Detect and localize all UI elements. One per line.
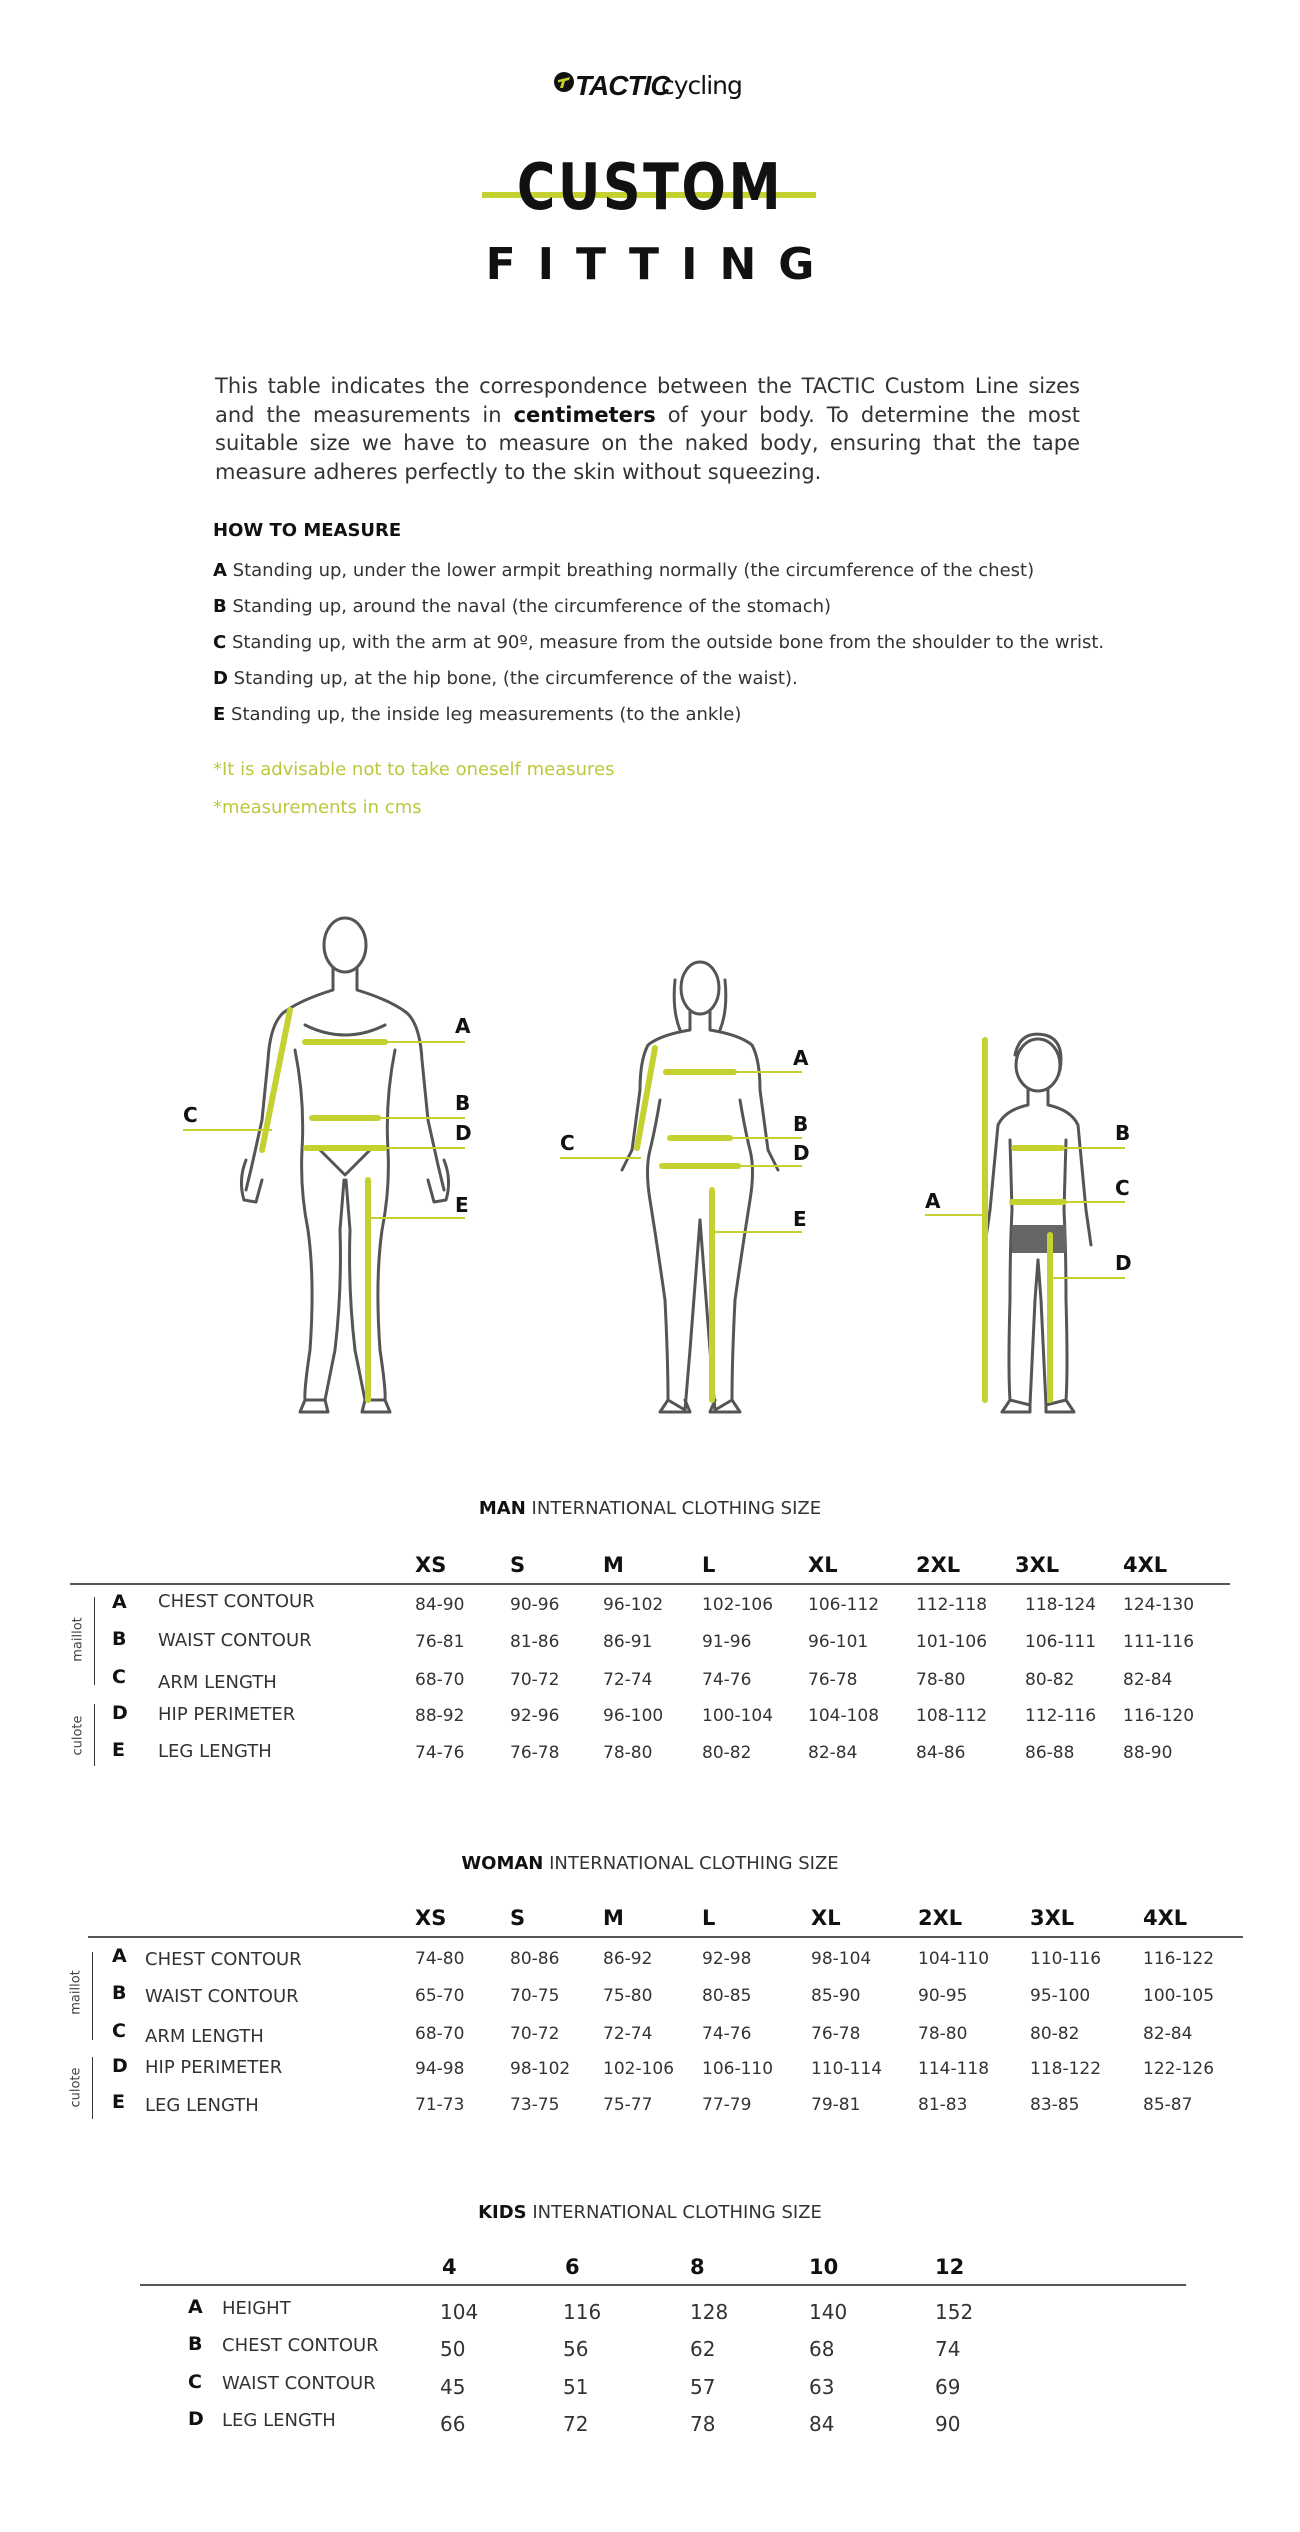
step-item bbox=[213, 589, 1113, 625]
table-cell: 81-86 bbox=[510, 1632, 560, 1652]
row-label: CHEST CONTOUR bbox=[222, 2335, 379, 2356]
table-cell: 72-74 bbox=[603, 1670, 653, 1690]
body-figures bbox=[0, 880, 1300, 1440]
row-letter: C bbox=[188, 2371, 202, 2393]
step-text: Standing up, around the naval (the circumference of the stomach) bbox=[226, 596, 832, 617]
header-rule bbox=[88, 1936, 1243, 1938]
table-cell: 100-104 bbox=[702, 1706, 774, 1726]
kid-label-d: D bbox=[1115, 1251, 1132, 1275]
table-cell: 100-105 bbox=[1143, 1986, 1215, 2006]
size-header: 4XL bbox=[1143, 1906, 1188, 1930]
step-item bbox=[213, 661, 1113, 697]
table-cell: 68-70 bbox=[415, 2024, 465, 2044]
woman-label-c: C bbox=[560, 1131, 575, 1155]
table-cell: 72-74 bbox=[603, 2024, 653, 2044]
how-to-steps bbox=[213, 553, 1113, 733]
table-cell: 78-80 bbox=[916, 1670, 966, 1690]
kid-label-c: C bbox=[1115, 1176, 1130, 1200]
group-label-top: maillot bbox=[70, 1617, 86, 1662]
table-cell: 78-80 bbox=[918, 2024, 968, 2044]
man-label-d: D bbox=[455, 1121, 472, 1145]
table-cell: 81-83 bbox=[918, 2095, 968, 2115]
table-cell: 110-114 bbox=[811, 2059, 883, 2079]
size-header: XS bbox=[415, 1906, 447, 1930]
step-letter: C bbox=[213, 632, 227, 653]
kid-figure-icon bbox=[985, 1034, 1091, 1412]
table-cell: 85-87 bbox=[1143, 2095, 1193, 2115]
table-cell: 104 bbox=[440, 2300, 479, 2324]
woman-figure-icon bbox=[622, 962, 778, 1412]
step-item bbox=[213, 625, 1113, 661]
table-cell: 74-80 bbox=[415, 1949, 465, 1969]
table-cell: 152 bbox=[935, 2300, 974, 2324]
man-label-b: B bbox=[455, 1091, 471, 1115]
table-cell: 70-72 bbox=[510, 2024, 560, 2044]
table-cell: 112-116 bbox=[1025, 1706, 1097, 1726]
size-header: M bbox=[603, 1906, 624, 1930]
man-label-a: A bbox=[455, 1014, 471, 1038]
table-cell: 101-106 bbox=[916, 1632, 988, 1652]
table-cell: 79-81 bbox=[811, 2095, 861, 2115]
group-bar-bottom bbox=[94, 1704, 95, 1766]
table-cell: 124-130 bbox=[1123, 1595, 1195, 1615]
table-cell: 74-76 bbox=[702, 1670, 752, 1690]
intro-paragraph bbox=[215, 372, 1080, 486]
table-cell: 86-88 bbox=[1025, 1743, 1075, 1763]
table-cell: 76-81 bbox=[415, 1632, 465, 1652]
table-cell: 118-124 bbox=[1025, 1595, 1097, 1615]
table-cell: 74-76 bbox=[415, 1743, 465, 1763]
man-title-bold: MAN bbox=[478, 1498, 526, 1519]
size-header: 12 bbox=[935, 2255, 965, 2279]
woman-label-d: D bbox=[793, 1141, 810, 1165]
table-cell: 71-73 bbox=[415, 2095, 465, 2115]
kids-title-bold: KIDS bbox=[478, 2202, 527, 2223]
row-letter: A bbox=[112, 1591, 127, 1613]
row-letter: D bbox=[112, 2055, 128, 2077]
table-cell: 106-111 bbox=[1025, 1632, 1097, 1652]
row-label: ARM LENGTH bbox=[158, 1672, 277, 1693]
intro-part2: of your body. To determine the most suitable size we have to measure on the naked body, ensuring that the tape measure adheres perfectly to the skin without squeezing. bbox=[215, 402, 1081, 484]
woman-table-title bbox=[0, 1853, 1300, 1874]
man-label-e: E bbox=[455, 1193, 469, 1217]
table-cell: 96-102 bbox=[603, 1595, 664, 1615]
row-letter: C bbox=[112, 2020, 126, 2042]
row-letter: D bbox=[112, 1702, 128, 1724]
page-title-line1: CUSTOM bbox=[516, 151, 784, 225]
table-cell: 66 bbox=[440, 2412, 466, 2436]
size-header: L bbox=[702, 1906, 716, 1930]
step-text: Standing up, with the arm at 90º, measure from the outside bone from the shoulder to the wrist. bbox=[226, 632, 1105, 653]
table-cell: 111-116 bbox=[1123, 1632, 1195, 1652]
woman-title-rest: INTERNATIONAL CLOTHING SIZE bbox=[543, 1853, 839, 1874]
row-label: LEG LENGTH bbox=[158, 1741, 272, 1762]
row-letter: D bbox=[188, 2408, 204, 2430]
table-cell: 63 bbox=[809, 2375, 835, 2399]
table-cell: 118-122 bbox=[1030, 2059, 1102, 2079]
man-figure-icon bbox=[241, 918, 448, 1412]
table-cell: 80-85 bbox=[702, 1986, 752, 2006]
table-cell: 76-78 bbox=[811, 2024, 861, 2044]
woman-label-b: B bbox=[793, 1112, 809, 1136]
kid-label-a: A bbox=[925, 1189, 941, 1213]
table-cell: 102-106 bbox=[702, 1595, 774, 1615]
table-cell: 83-85 bbox=[1030, 2095, 1080, 2115]
table-cell: 82-84 bbox=[1123, 1670, 1173, 1690]
woman-title-bold: WOMAN bbox=[461, 1853, 544, 1874]
size-header: 4 bbox=[442, 2255, 457, 2279]
size-header: 8 bbox=[690, 2255, 705, 2279]
table-cell: 116-120 bbox=[1123, 1706, 1195, 1726]
table-cell: 77-79 bbox=[702, 2095, 752, 2115]
table-cell: 75-80 bbox=[603, 1986, 653, 2006]
row-label: HIP PERIMETER bbox=[158, 1704, 296, 1725]
woman-label-a: A bbox=[793, 1046, 809, 1070]
table-cell: 112-118 bbox=[916, 1595, 988, 1615]
table-cell: 68-70 bbox=[415, 1670, 465, 1690]
table-cell: 62 bbox=[690, 2337, 716, 2361]
table-cell: 76-78 bbox=[510, 1743, 560, 1763]
group-label-top: maillot bbox=[68, 1970, 84, 2015]
row-label: WAIST CONTOUR bbox=[145, 1986, 299, 2007]
size-header: S bbox=[510, 1906, 526, 1930]
size-header: 2XL bbox=[918, 1906, 963, 1930]
table-cell: 106-110 bbox=[702, 2059, 774, 2079]
row-label: CHEST CONTOUR bbox=[145, 1949, 302, 1970]
table-cell: 76-78 bbox=[808, 1670, 858, 1690]
size-header: 2XL bbox=[916, 1553, 961, 1577]
table-cell: 85-90 bbox=[811, 1986, 861, 2006]
row-label: ARM LENGTH bbox=[145, 2026, 264, 2047]
size-header: S bbox=[510, 1553, 526, 1577]
row-letter: E bbox=[112, 2091, 125, 2113]
man-label-c: C bbox=[183, 1103, 198, 1127]
table-cell: 70-72 bbox=[510, 1670, 560, 1690]
size-header: M bbox=[603, 1553, 624, 1577]
kid-label-b: B bbox=[1115, 1121, 1131, 1145]
table-cell: 96-101 bbox=[808, 1632, 869, 1652]
table-cell: 72 bbox=[563, 2412, 589, 2436]
table-cell: 104-110 bbox=[918, 1949, 990, 1969]
row-letter: B bbox=[112, 1628, 127, 1650]
table-cell: 98-104 bbox=[811, 1949, 872, 1969]
table-cell: 75-77 bbox=[603, 2095, 653, 2115]
row-label: HIP PERIMETER bbox=[145, 2057, 283, 2078]
step-text: Standing up, at the hip bone, (the circumference of the waist). bbox=[227, 668, 798, 689]
brand-name-bold: TACTIC bbox=[575, 70, 670, 101]
table-cell: 108-112 bbox=[916, 1706, 988, 1726]
table-cell: 56 bbox=[563, 2337, 589, 2361]
row-letter: E bbox=[112, 1739, 125, 1761]
size-header: 3XL bbox=[1030, 1906, 1075, 1930]
table-cell: 122-126 bbox=[1143, 2059, 1215, 2079]
row-letter: C bbox=[112, 1666, 126, 1688]
step-item bbox=[213, 697, 1113, 733]
table-cell: 84-90 bbox=[415, 1595, 465, 1615]
row-label: CHEST CONTOUR bbox=[158, 1591, 315, 1612]
table-cell: 74 bbox=[935, 2337, 961, 2361]
table-cell: 51 bbox=[563, 2375, 589, 2399]
table-cell: 114-118 bbox=[918, 2059, 990, 2079]
table-cell: 96-100 bbox=[603, 1706, 664, 1726]
table-cell: 70-75 bbox=[510, 1986, 560, 2006]
table-cell: 98-102 bbox=[510, 2059, 571, 2079]
table-cell: 91-96 bbox=[702, 1632, 752, 1652]
table-cell: 110-116 bbox=[1030, 1949, 1102, 1969]
table-cell: 140 bbox=[809, 2300, 848, 2324]
step-letter: E bbox=[213, 704, 226, 725]
row-label: LEG LENGTH bbox=[222, 2410, 336, 2431]
group-label-bottom: culote bbox=[68, 2067, 84, 2108]
table-cell: 69 bbox=[935, 2375, 961, 2399]
table-cell: 80-82 bbox=[1025, 1670, 1075, 1690]
man-title-rest: INTERNATIONAL CLOTHING SIZE bbox=[525, 1498, 822, 1519]
table-cell: 116 bbox=[563, 2300, 602, 2324]
group-bar-bottom bbox=[92, 2057, 93, 2119]
table-cell: 80-82 bbox=[702, 1743, 752, 1763]
size-header: 4XL bbox=[1123, 1553, 1168, 1577]
size-header: 3XL bbox=[1015, 1553, 1060, 1577]
table-cell: 92-96 bbox=[510, 1706, 560, 1726]
row-letter: A bbox=[112, 1945, 127, 1967]
table-cell: 86-92 bbox=[603, 1949, 653, 1969]
row-letter: B bbox=[188, 2333, 203, 2355]
table-cell: 57 bbox=[690, 2375, 716, 2399]
page-title-line2: FITTING bbox=[485, 239, 837, 290]
group-bar-top bbox=[94, 1597, 95, 1685]
table-cell: 94-98 bbox=[415, 2059, 465, 2079]
table-cell: 104-108 bbox=[808, 1706, 880, 1726]
kids-title-rest: INTERNATIONAL CLOTHING SIZE bbox=[526, 2202, 822, 2223]
step-item bbox=[213, 553, 1113, 589]
kids-table-title bbox=[0, 2202, 1300, 2223]
table-cell: 65-70 bbox=[415, 1986, 465, 2006]
step-text: Standing up, the inside leg measurements (to the ankle) bbox=[225, 704, 742, 725]
row-letter: B bbox=[112, 1982, 127, 2004]
row-label: HEIGHT bbox=[222, 2298, 291, 2319]
step-text: Standing up, under the lower armpit breathing normally (the circumference of the chest) bbox=[226, 560, 1035, 581]
row-letter: A bbox=[188, 2296, 203, 2318]
size-header: XL bbox=[808, 1553, 838, 1577]
header-rule bbox=[140, 2284, 1186, 2286]
table-cell: 80-86 bbox=[510, 1949, 560, 1969]
table-cell: 82-84 bbox=[1143, 2024, 1193, 2044]
brand-logo bbox=[553, 66, 753, 106]
note-self-measure: *It is advisable not to take oneself measures bbox=[213, 759, 615, 780]
table-cell: 50 bbox=[440, 2337, 466, 2361]
row-label: WAIST CONTOUR bbox=[222, 2373, 376, 2394]
table-cell: 95-100 bbox=[1030, 1986, 1091, 2006]
table-cell: 102-106 bbox=[603, 2059, 675, 2079]
intro-bold: centimeters bbox=[513, 402, 656, 427]
table-cell: 90-95 bbox=[918, 1986, 968, 2006]
table-cell: 84-86 bbox=[916, 1743, 966, 1763]
table-cell: 116-122 bbox=[1143, 1949, 1215, 1969]
size-header: L bbox=[702, 1553, 716, 1577]
how-to-heading: HOW TO MEASURE bbox=[213, 520, 402, 541]
group-label-bottom: culote bbox=[70, 1715, 86, 1756]
notes bbox=[213, 751, 614, 827]
step-letter: D bbox=[213, 668, 228, 689]
brand-name-light: cycling bbox=[661, 71, 742, 100]
size-header: 10 bbox=[809, 2255, 839, 2279]
size-header: XS bbox=[415, 1553, 447, 1577]
row-label: WAIST CONTOUR bbox=[158, 1630, 312, 1651]
table-cell: 88-90 bbox=[1123, 1743, 1173, 1763]
table-cell: 74-76 bbox=[702, 2024, 752, 2044]
size-header: XL bbox=[811, 1906, 841, 1930]
woman-label-e: E bbox=[793, 1207, 807, 1231]
intro-part1: This table indicates the correspondence between the TACTIC Custom Line sizes and the measurements in bbox=[215, 374, 1080, 427]
table-cell: 92-98 bbox=[702, 1949, 752, 1969]
table-cell: 128 bbox=[690, 2300, 729, 2324]
table-cell: 86-91 bbox=[603, 1632, 653, 1652]
table-cell: 88-92 bbox=[415, 1706, 465, 1726]
table-cell: 90-96 bbox=[510, 1595, 560, 1615]
table-cell: 45 bbox=[440, 2375, 466, 2399]
tactic-logo-icon bbox=[553, 71, 577, 95]
step-letter: A bbox=[213, 560, 227, 581]
step-letter: B bbox=[213, 596, 227, 617]
header-rule bbox=[70, 1583, 1230, 1585]
table-cell: 84 bbox=[809, 2412, 835, 2436]
size-header: 6 bbox=[565, 2255, 580, 2279]
table-cell: 68 bbox=[809, 2337, 835, 2361]
table-cell: 90 bbox=[935, 2412, 961, 2436]
table-cell: 82-84 bbox=[808, 1743, 858, 1763]
man-table-title bbox=[0, 1498, 1300, 1519]
note-units: *measurements in cms bbox=[213, 797, 422, 818]
table-cell: 78 bbox=[690, 2412, 716, 2436]
table-cell: 106-112 bbox=[808, 1595, 880, 1615]
group-bar-top bbox=[92, 1952, 93, 2040]
table-cell: 78-80 bbox=[603, 1743, 653, 1763]
table-cell: 73-75 bbox=[510, 2095, 560, 2115]
table-cell: 80-82 bbox=[1030, 2024, 1080, 2044]
row-label: LEG LENGTH bbox=[145, 2095, 259, 2116]
